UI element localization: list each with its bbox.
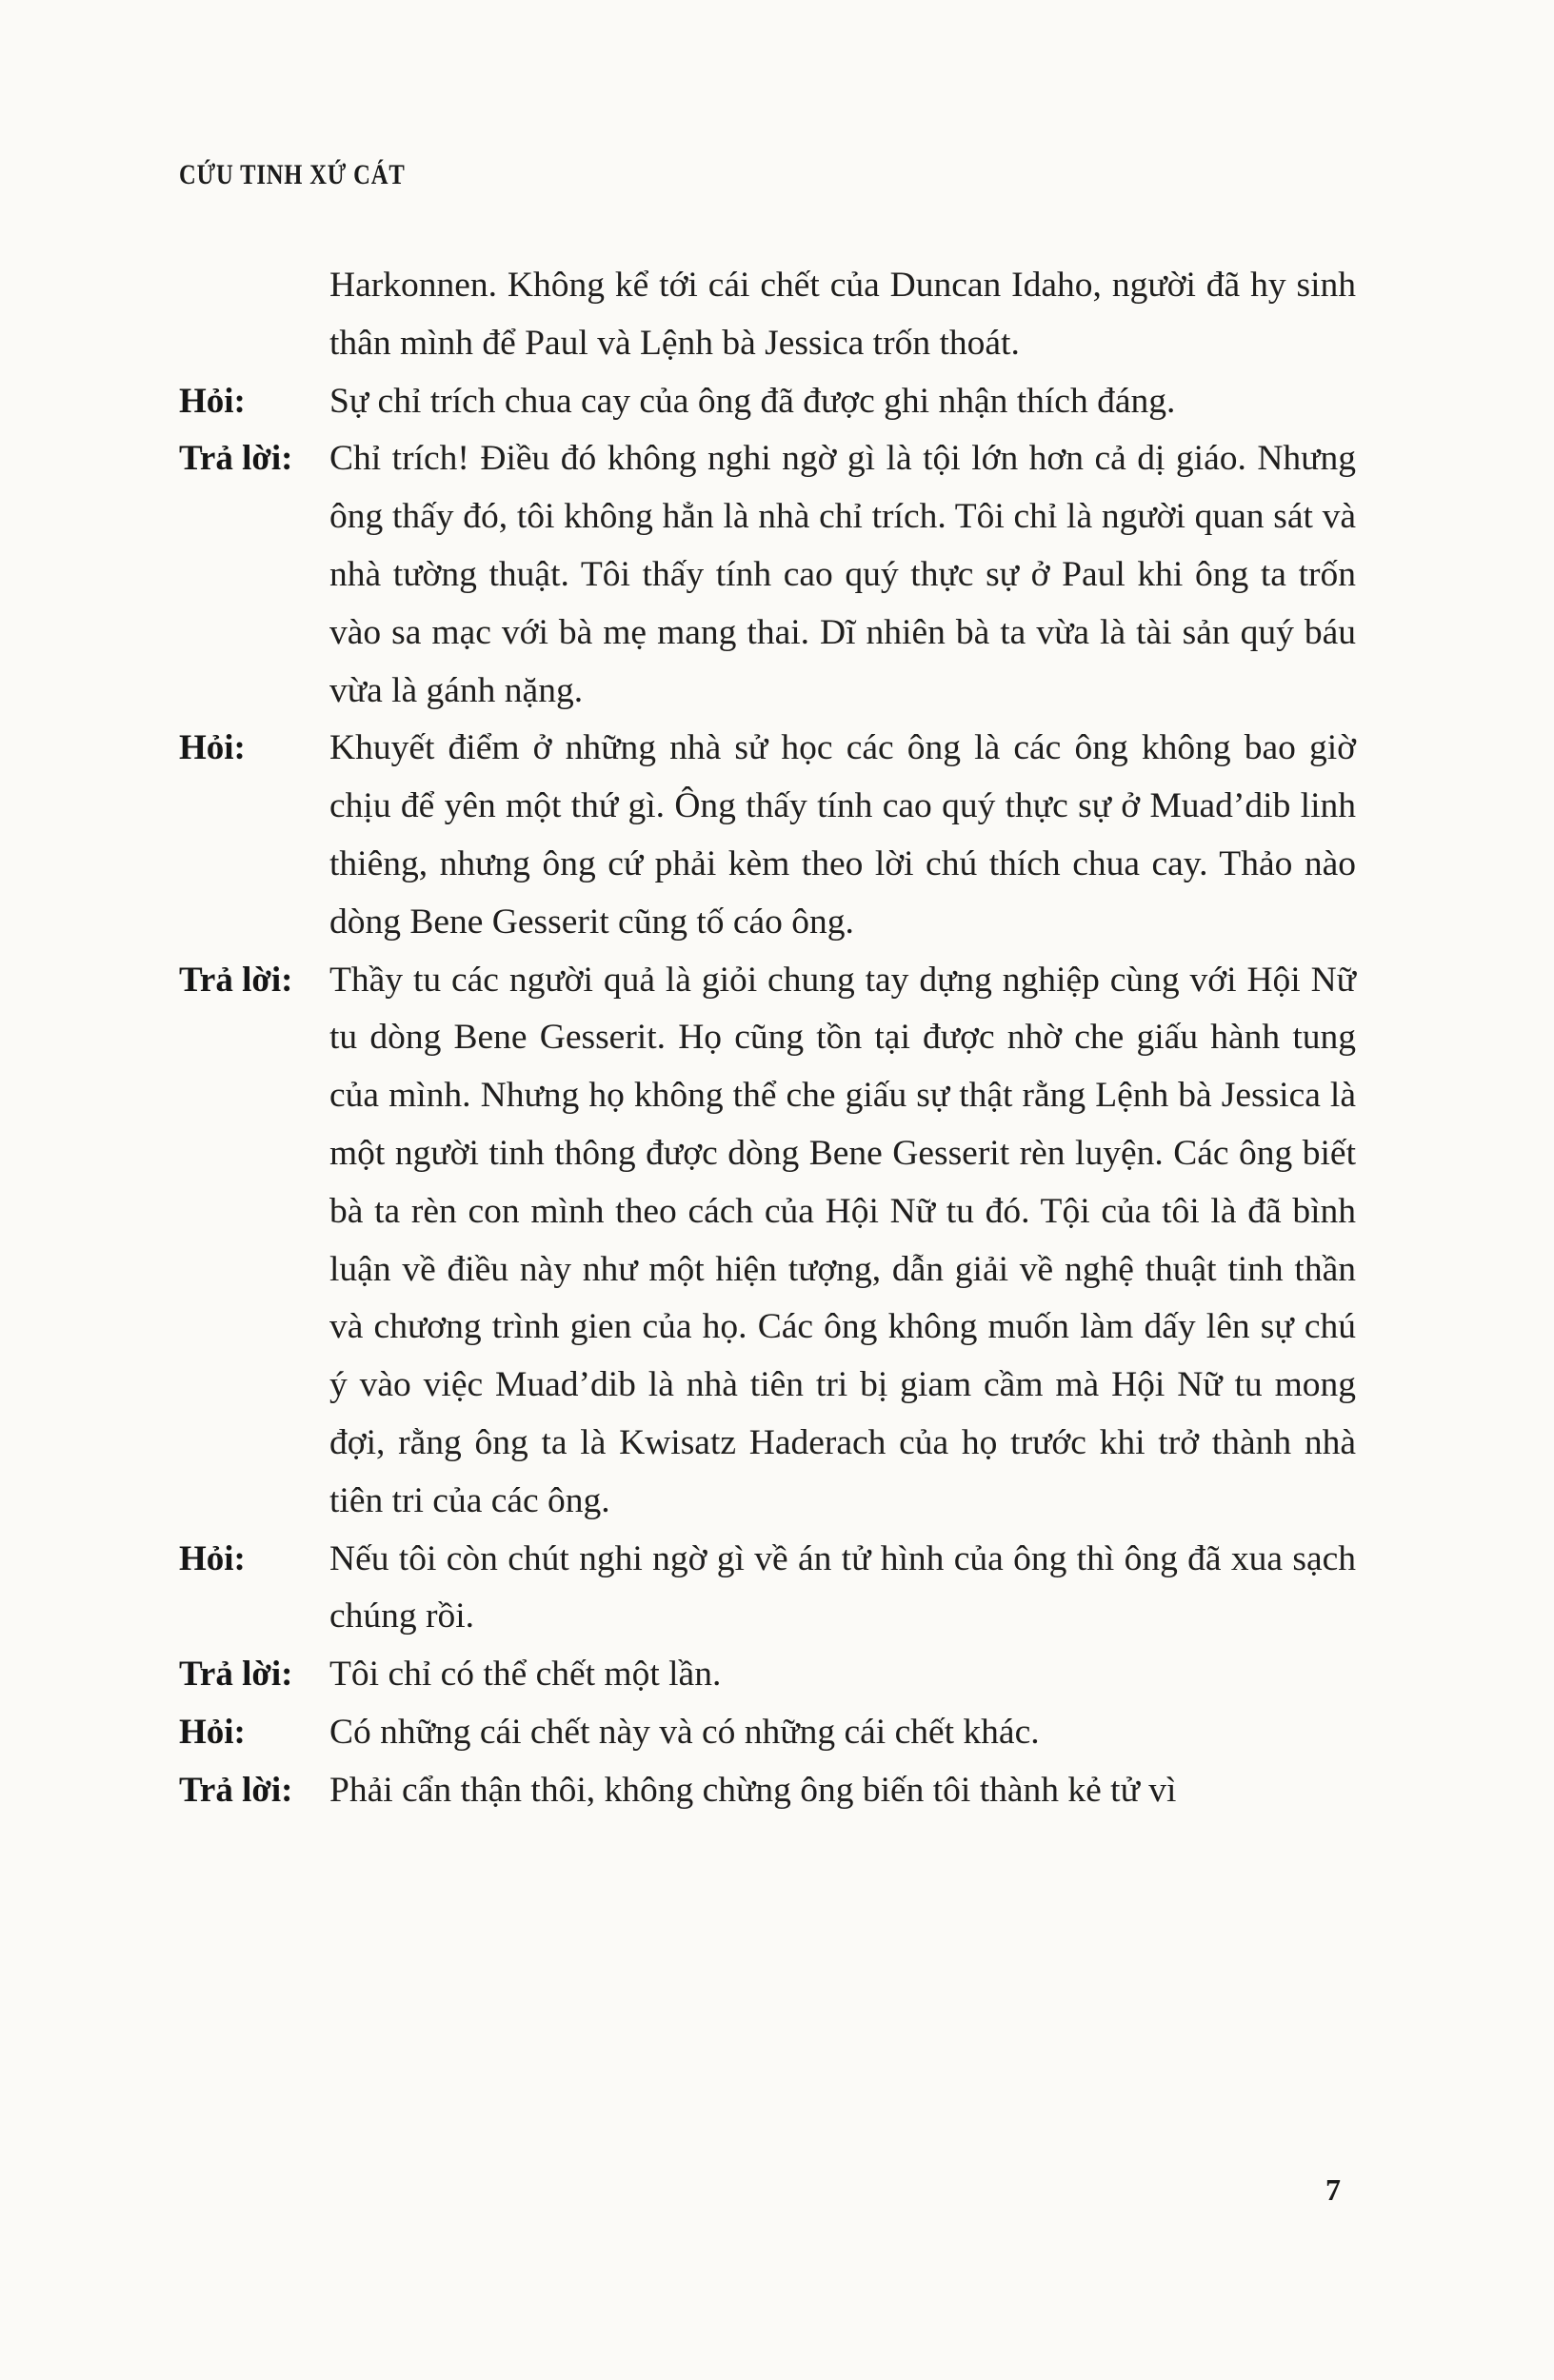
interview-body	[179, 257, 1356, 1820]
question-entry	[179, 373, 1356, 431]
answer-label: Trả lời:	[179, 1770, 293, 1810]
answer-text: Tôi chỉ có thể chết một lần.	[329, 1655, 722, 1695]
question-entry	[179, 1704, 1356, 1762]
answer-entry	[179, 1762, 1356, 1820]
answer-text: Phải cẩn thận thôi, không chừng ông biến tôi thành kẻ tử vì	[329, 1770, 1177, 1810]
question-label: Hỏi:	[179, 381, 246, 421]
answer-label: Trả lời:	[179, 1655, 293, 1695]
answer-label: Trả lời:	[179, 960, 293, 1000]
question-label: Hỏi:	[179, 1538, 246, 1578]
page-number: 7	[1325, 2172, 1341, 2207]
paragraph-text: Harkonnen. Không kể tới cái chết của Duncan Idaho, người đã hy sinh thân mình để Paul và Lệnh bà Jessica trốn thoát.	[329, 266, 1356, 363]
continuation-paragraph	[179, 257, 1356, 373]
answer-text: Thầy tu các người quả là giỏi chung tay dựng nghiệp cùng với Hội Nữ tu dòng Bene Gesserit. Họ cũng tồn tại được nhờ che giấu hành tung của mình. Nhưng họ không thể che giấu sự thật rằng Lệnh bà Jessica là một người tinh thông được dòng Bene Gesserit rèn luyện. Các ông biết bà ta rèn con mình theo cách của Hội Nữ tu đó. Tội của tôi là đã bình luận về điều này như một hiện tượng, dẫn giải về nghệ thuật tinh thần và chương trình gien của họ. Các ông không muốn làm dấy lên sự chú ý vào việc Muad’dib là nhà tiên tri bị giam cầm mà Hội Nữ tu mong đợi, rằng ông ta là Kwisatz Haderach của họ trước khi trở thành nhà tiên tri của các ông.	[329, 960, 1356, 1520]
answer-label: Trả lời:	[179, 439, 293, 479]
answer-entry	[179, 1646, 1356, 1704]
question-text: Sự chỉ trích chua cay của ông đã được ghi nhận thích đáng.	[329, 381, 1176, 421]
running-header: CỨU TINH XỨ CÁT	[179, 159, 406, 190]
answer-entry	[179, 952, 1356, 1531]
question-entry	[179, 720, 1356, 951]
question-entry	[179, 1531, 1356, 1647]
answer-text: Chỉ trích! Điều đó không nghi ngờ gì là tội lớn hơn cả dị giáo. Nhưng ông thấy đó, tôi không hẳn là nhà chỉ trích. Tôi chỉ là người quan sát và nhà tường thuật. Tôi thấy tính cao quý thực sự ở Paul khi ông ta trốn vào sa mạc với bà mẹ mang thai. Dĩ nhiên bà ta vừa là tài sản quý báu vừa là gánh nặng.	[329, 439, 1356, 710]
question-text: Khuyết điểm ở những nhà sử học các ông là các ông không bao giờ chịu để yên một thứ gì. Ông thấy tính cao quý thực sự ở Muad’dib linh thiêng, nhưng ông cứ phải kèm theo lời chú thích chua cay. Thảo nào dòng Bene Gesserit cũng tố cáo ông.	[329, 728, 1356, 942]
question-text: Nếu tôi còn chút nghi ngờ gì về án tử hình của ông thì ông đã xua sạch chúng rồi.	[329, 1538, 1356, 1636]
question-label: Hỏi:	[179, 1712, 246, 1752]
answer-entry	[179, 430, 1356, 720]
question-text: Có những cái chết này và có những cái chết khác.	[329, 1712, 1040, 1752]
question-label: Hỏi:	[179, 728, 246, 768]
